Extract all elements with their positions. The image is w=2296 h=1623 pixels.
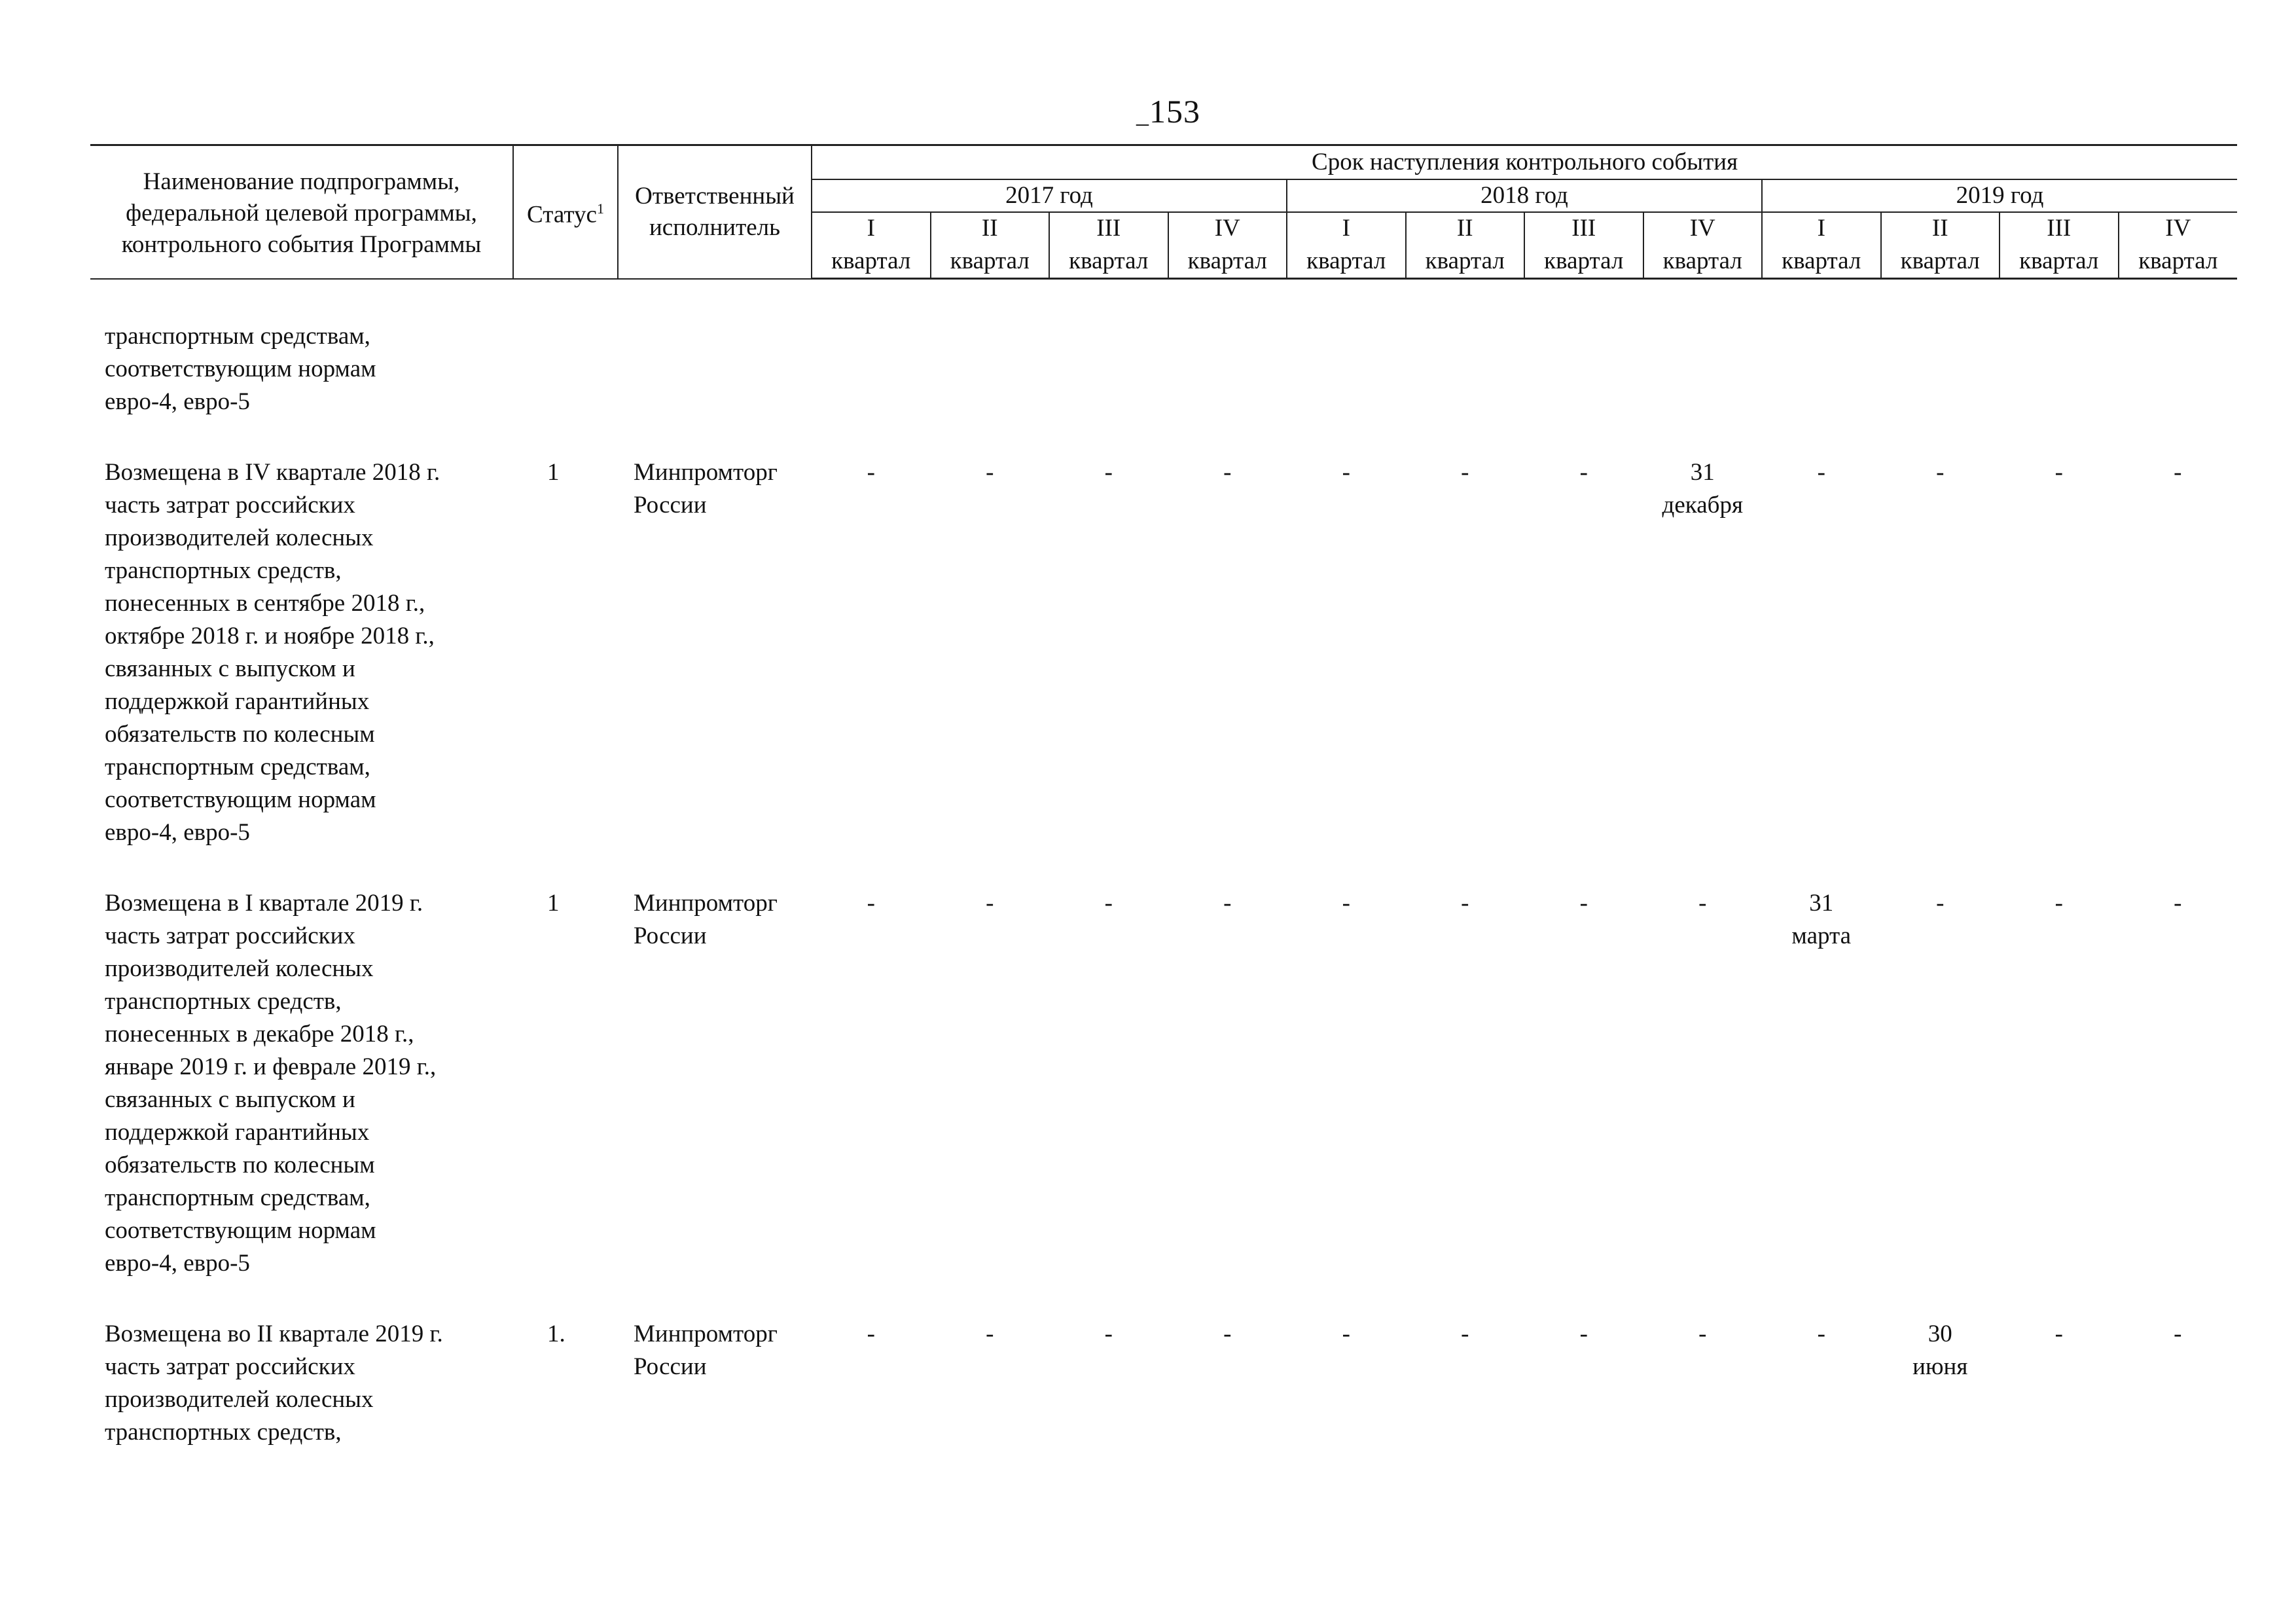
control-events-table [90,144,2237,1449]
quarter-cell [1287,320,1406,418]
event-name-line: обязательств по колесным [105,721,375,748]
event-name-line: соответствующим нормам [105,1217,376,1244]
quarter-cell: - [867,890,875,917]
quarter-cell: - [1104,890,1113,917]
quarter-cell: - [2174,1321,2182,1347]
header-status-column: Статус$^1$ [513,145,618,279]
header-quarter-numeral: I [1762,212,1881,245]
event-name-line: обязательств по колесным [105,1152,375,1178]
event-name-line: часть затрат российских [105,1353,355,1380]
event-name-line: евро-4, евро-5 [105,819,250,846]
quarter-cell: - [867,459,875,486]
event-name-line: евро-4, евро-5 [105,1250,250,1277]
header-quarter-numeral: III [2000,212,2119,245]
quarter-cell: - [1579,459,1588,486]
quarter-cell: 31 декабря [1662,459,1743,519]
event-name [90,320,513,418]
quarter-cell: - [2174,459,2182,486]
quarter-cell: - [1579,1321,1588,1347]
quarter-cell: 31 марта [1791,890,1852,949]
event-name-line: транспортным средствам, [105,323,370,350]
responsible-line: Минпромторг [634,1321,778,1347]
header-quarter-numeral: IV [1643,212,1763,245]
responsible-line: России [634,492,707,519]
event-name-line: Возмещена во II квартале 2019 г. [105,1321,443,1347]
event-name-line: часть затрат российских [105,922,355,949]
event-name-line: соответствующим нормам [105,786,376,813]
responsible-line: России [634,922,707,949]
status-value [513,320,618,418]
quarter-cell [2000,320,2119,418]
quarter-cell [931,320,1050,418]
quarter-cell: - [1223,890,1232,917]
header-quarter-word: квартал [1406,245,1525,279]
quarter-cell: - [1461,1321,1469,1347]
responsible-executor [618,320,812,418]
status-value: 1. [547,1321,565,1347]
quarter-cell: - [1223,459,1232,486]
quarter-cell [1406,320,1525,418]
quarter-cell [1643,320,1763,418]
header-quarter-word: квартал [2119,245,2238,279]
header-quarter-numeral: II [1406,212,1525,245]
header-quarter-numeral: II [931,212,1050,245]
header-quarter-word: квартал [931,245,1050,279]
quarter-cell: - [1461,890,1469,917]
responsible-executor [618,456,812,849]
event-name [90,1318,513,1449]
event-name-line: поддержкой гарантийных [105,1119,370,1146]
event-name-line: производителей колесных [105,1386,374,1413]
quarter-cell [1049,320,1168,418]
header-quarter-word: квартал [1287,245,1406,279]
quarter-cell: 30 июня [1912,1321,1968,1380]
quarter-cell [1881,320,2000,418]
quarter-cell: - [986,459,994,486]
quarter-cell: - [1342,890,1350,917]
header-responsible-column: Ответственный исполнитель [618,145,812,279]
event-name-line: понесенных в сентябре 2018 г., [105,590,425,617]
quarter-cell: - [2054,890,2063,917]
header-year: 2019 год [1762,179,2237,212]
quarter-cell: - [2054,1321,2063,1347]
responsible-line: Минпромторг [634,890,778,917]
event-name-line: соответствующим нормам [105,356,376,382]
event-name-line: транспортным средствам, [105,1184,370,1211]
quarter-cell: - [1698,890,1707,917]
header-name-column: Наименование подпрограммы, федеральной целевой программы, контрольного события Программы [90,145,513,279]
table-header [90,145,2237,279]
quarter-cell: - [1104,1321,1113,1347]
quarter-cell: - [2174,890,2182,917]
page-number: _153 [1136,93,1200,130]
quarter-cell: - [1817,459,1825,486]
event-name-line: октябре 2018 г. и ноябре 2018 г., [105,623,435,649]
header-year: 2017 год [812,179,1287,212]
event-name-line: транспортных средств, [105,557,342,584]
event-name-line: евро-4, евро-5 [105,388,250,415]
event-name-line: транспортным средствам, [105,754,370,780]
header-quarter-numeral: I [812,212,931,245]
header-quarter-word: квартал [1762,245,1881,279]
quarter-cell: - [1936,459,1945,486]
quarter-cell: - [1579,890,1588,917]
header-quarter-word: квартал [812,245,931,279]
event-name [90,456,513,849]
quarter-cell: - [1698,1321,1707,1347]
responsible-line: России [634,1353,707,1380]
header-year: 2018 год [1287,179,1762,212]
table-body [90,279,2237,1450]
quarter-cell: - [986,1321,994,1347]
table-row [90,887,2237,1280]
header-quarter-numeral: III [1049,212,1168,245]
table-row [90,320,2237,418]
event-name-line: часть затрат российских [105,492,355,519]
quarter-cell: - [1461,459,1469,486]
status-value: 1 [547,459,560,486]
event-name-line: понесенных в декабре 2018 г., [105,1021,414,1048]
quarter-cell: - [986,890,994,917]
quarter-cell: - [1817,1321,1825,1347]
event-name-line: производителей колесных [105,955,374,982]
table-row [90,456,2237,849]
responsible-executor [618,1318,812,1449]
quarter-cell [812,320,931,418]
header-quarter-word: квартал [1881,245,2000,279]
header-quarter-numeral: III [1524,212,1643,245]
quarter-cell: - [1342,459,1350,486]
quarter-cell [1762,320,1881,418]
event-name-line: поддержкой гарантийных [105,688,370,715]
event-name-line: Возмещена в I квартале 2019 г. [105,890,423,917]
event-name-line: связанных с выпуском и [105,1086,355,1113]
header-quarter-numeral: II [1881,212,2000,245]
quarter-cell: - [1223,1321,1232,1347]
event-name-line: Возмещена в IV квартале 2018 г. [105,459,440,486]
table-row [90,1318,2237,1449]
responsible-executor [618,887,812,1280]
header-deadline: Срок наступления контрольного события [812,145,2237,179]
responsible-line: Минпромторг [634,459,778,486]
event-name-line: производителей колесных [105,524,374,551]
event-name [90,887,513,1280]
status-value: 1 [547,890,560,917]
quarter-cell: - [1104,459,1113,486]
event-name-line: транспортных средств, [105,988,342,1015]
header-quarter-word: квартал [1643,245,1763,279]
quarter-cell: - [867,1321,875,1347]
quarter-cell [1524,320,1643,418]
quarter-cell: - [2054,459,2063,486]
header-quarter-word: квартал [2000,245,2119,279]
header-quarter-numeral: IV [2119,212,2238,245]
quarter-cell [2119,320,2238,418]
header-quarter-numeral: IV [1168,212,1287,245]
event-name-line: связанных с выпуском и [105,655,355,682]
quarter-cell [1168,320,1287,418]
event-name-line: транспортных средств, [105,1419,342,1446]
header-quarter-word: квартал [1049,245,1168,279]
header-quarter-numeral: I [1287,212,1406,245]
quarter-cell: - [1342,1321,1350,1347]
quarter-cell: - [1936,890,1945,917]
header-quarter-word: квартал [1524,245,1643,279]
event-name-line: январе 2019 г. и феврале 2019 г., [105,1053,437,1080]
header-quarter-word: квартал [1168,245,1287,279]
